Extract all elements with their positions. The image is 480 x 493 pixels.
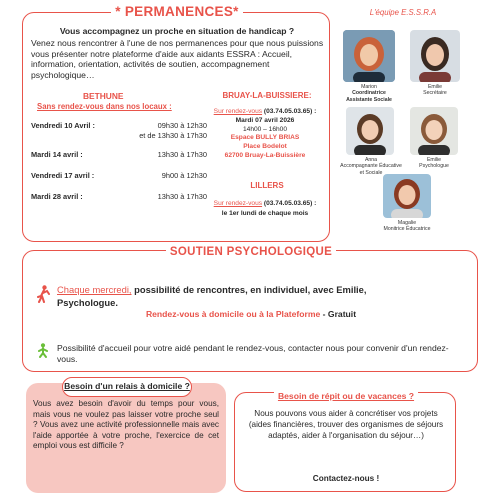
portrait-icon (410, 30, 460, 82)
repit-text: Nous pouvons vous aider à concrétiser vos projets (aides financières, trouver des organismes de séjours adaptés, aider à l'organisation du séjour…) (248, 409, 444, 440)
team-title: L'équipe E.S.S.R.A (369, 8, 437, 17)
team-caption-emilie-psychologist: Emilie Psychologue (419, 157, 449, 170)
bethune-time-2: 13h30 à 17h30 (157, 150, 207, 159)
person-running-icon (37, 285, 51, 303)
permanences-subtitle: Vous accompagnez un proche en situation de handicap ? (59, 26, 295, 36)
lillers-rdv-label: Sur rendez-vous (213, 200, 263, 207)
team-photo-marion (343, 30, 395, 82)
team-photo-emilie-secretary (410, 30, 460, 82)
repit-box (234, 392, 456, 492)
relais-text: Vous avez besoin d'avoir du temps pour vous, mais vous ne voulez pas laisser votre proche seul ? Vous avez une activité professionnelle mais avec l'aide apportée à votre proche, l'exercice de cet emploi vous est difficile ? (33, 399, 219, 451)
bruay-date: Mardi 07 avril 2026 (235, 116, 295, 124)
bruay-hours: 14h00 – 16h00 (242, 125, 287, 133)
bethune-day-1: Vendredi 10 Avril : (31, 121, 95, 130)
bethune-time-3: 9h00 à 12h30 (161, 171, 207, 180)
soutien-line-3: Possibilité d'accueil pour votre aidé pendant le rendez-vous, contacter nous pour convenir d'un rendez-vous. (57, 343, 449, 365)
repit-title: Besoin de répit ou de vacances ? (235, 386, 457, 404)
lillers-title: LILLERS (250, 181, 284, 190)
lillers-rdv-phone: (03.74.05.03.65) : (262, 200, 317, 207)
bethune-time-1: 09h30 à 12h30 (157, 121, 207, 130)
bruay-place-3: 62700 Bruay-La-Buissière (224, 151, 306, 159)
portrait-icon (346, 107, 394, 155)
permanences-intro: Venez nous rencontrer à l'une de nos permanences pour que nous puissions vous présenter notre plateforme d'aide aux aidants ESSRA : Accueil, information, orientation, activités de soutien, accompagnement psychologique… (31, 38, 324, 80)
soutien-line-2: Rendez-vous à domicile ou à la Plateforme - Gratuit (145, 309, 357, 319)
person-icon (37, 343, 49, 358)
team-caption-magalie: Magalie Monitrice Éducatrice (383, 220, 431, 233)
bethune-time-1b: et de 13h30 à 17h30 (139, 131, 207, 140)
bruay-title: BRUAY-LA-BUISSIERE: (222, 91, 312, 100)
lillers-block (195, 199, 335, 218)
lillers-when: le 1er lundi de chaque mois (221, 209, 309, 217)
soutien-title: SOUTIEN PSYCHOLOGIQUE (23, 242, 479, 260)
soutien-box (22, 246, 478, 372)
team-photo-emilie-psychologist (410, 107, 458, 155)
team-photo-anna (346, 107, 394, 155)
team-photo-magalie (383, 174, 431, 218)
bruay-rdv-label: Sur rendez-vous (213, 108, 263, 115)
relais-title: Besoin d'un relais à domicile ? (62, 377, 192, 397)
repit-more: Contactez-nous ! (312, 474, 380, 483)
bruay-place-1: Espace BULLY BRIAS (230, 134, 300, 142)
bethune-title: BETHUNE (83, 91, 124, 101)
permanences-box (22, 4, 330, 242)
portrait-icon (383, 174, 431, 218)
soutien-line-1: Chaque mercredi, possibilité de rencontres, en individuel, avec Emilie, Psychologue. (57, 284, 367, 308)
bethune-note: Sans rendez-vous dans nos locaux : (37, 102, 172, 111)
portrait-icon (410, 107, 458, 155)
bruay-place-2: Place Bodelot (243, 143, 287, 151)
portrait-icon (343, 30, 395, 82)
permanences-title: * PERMANENCES* (23, 3, 331, 21)
bruay-block (195, 108, 335, 161)
bethune-time-4: 13h30 à 17h30 (157, 192, 207, 201)
bethune-day-4: Mardi 28 avril : (31, 192, 83, 201)
team-caption-marion: Marion Coordinatrice Assistante Sociale (346, 84, 392, 103)
team-caption-emilie-secretary: Emilie Secrétaire (423, 84, 447, 97)
team-caption-anna: Anna Accompagnante Éducative et Sociale (340, 157, 402, 176)
bethune-day-3: Vendredi 17 avril : (31, 171, 95, 180)
bruay-rdv-phone: (03.74.05.03.65) : (262, 108, 317, 115)
bethune-day-2: Mardi 14 avril : (31, 150, 83, 159)
relais-box (26, 383, 226, 493)
